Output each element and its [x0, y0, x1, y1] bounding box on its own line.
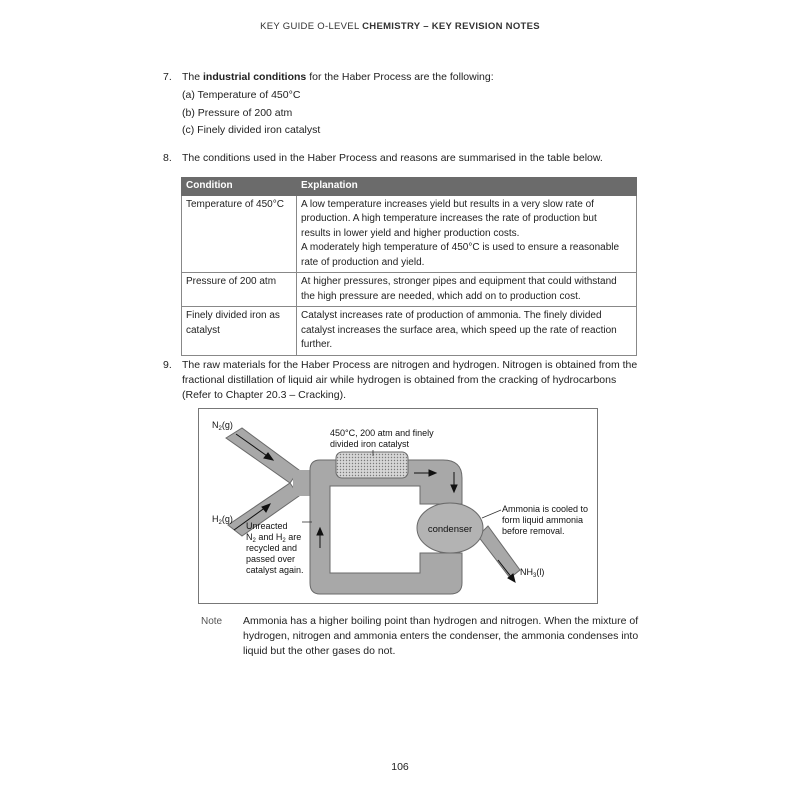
cell-line: further. [301, 339, 333, 350]
cell-line: catalyst [186, 324, 220, 336]
intro-bold-text: industrial conditions [203, 71, 307, 83]
conditions-table [181, 177, 637, 356]
cell-line: A low temperature increases yield but results in a very slow rate of [301, 198, 594, 210]
table-row [182, 195, 637, 273]
item-9-text [182, 358, 652, 403]
paragraph-line: fractional distillation of liquid air while hydrogen is obtained from the cracking of hydrocarbons [182, 374, 617, 386]
note-text [243, 614, 643, 659]
explanation-cell [297, 273, 637, 307]
table-row [182, 307, 637, 356]
note-line: hydrogen, nitrogen and ammonia enters the condenser, the ammonia condenses into [243, 630, 639, 642]
h2-label: $H_2(g)$ [212, 514, 233, 526]
item-number: 9. [163, 359, 172, 371]
intro-text-end: for the Haber Process are the following: [306, 71, 494, 83]
cell-line: Catalyst increases rate of production of ammonia. The finely divided [301, 310, 602, 321]
header-prefix: KEY GUIDE O-LEVEL [260, 21, 360, 32]
table-row [182, 273, 637, 307]
condition-cell [182, 307, 297, 356]
explanation-cell [297, 195, 637, 273]
paragraph-line: (Refer to Chapter 20.3 – Cracking). [182, 389, 346, 401]
page-number: 106 [391, 761, 409, 773]
intro-text: The [182, 71, 204, 83]
catalyst-conditions-label: 450°C, 200 atm and finely divided iron catalyst [330, 428, 434, 449]
item-8-text: The conditions used in the Haber Process and reasons are summarised in the table below. [182, 152, 603, 164]
item-7-intro [182, 69, 494, 86]
cell-line: Temperature of 450°C [186, 198, 284, 210]
cell-line: At higher pressures, stronger pipes and equipment that could withstand [301, 276, 617, 287]
nh3-label: $NH_3(l)$ [520, 567, 545, 579]
condition-a: (a) Temperature of 450°C [182, 89, 301, 101]
cell-line: production. A high temperature increases the rate of production but [301, 213, 597, 224]
condition-c: (c) Finely divided iron catalyst [182, 124, 321, 136]
condenser-label: condenser [427, 524, 473, 535]
running-header [0, 21, 800, 32]
explanation-cell [297, 307, 637, 356]
paragraph-line: The raw materials for the Haber Process are nitrogen and hydrogen. Nitrogen is obtained from the [182, 359, 638, 371]
cell-line: the high pressure are needed, which add on to production cost. [301, 290, 581, 302]
cooling-note-label: Ammonia is cooled to form liquid ammonia before removal. [502, 504, 589, 536]
condition-cell [182, 195, 297, 273]
table-header-row [182, 178, 637, 196]
item-number: 7. [163, 71, 172, 83]
cell-line: Finely divided iron as [186, 310, 280, 321]
condition-b: (b) Pressure of 200 atm [182, 107, 293, 119]
catalyst-chamber [336, 452, 408, 478]
header-title: CHEMISTRY – KEY REVISION NOTES [362, 21, 540, 32]
item-number: 8. [163, 152, 172, 164]
note-label: Note [201, 616, 223, 627]
cell-line: rate of production and yield. [301, 256, 425, 268]
cell-line: results in lower yield and higher production costs. [301, 227, 520, 239]
cell-line: Pressure of 200 atm [186, 276, 277, 287]
column-header-condition: Condition [182, 178, 297, 196]
recycle-note-label: Unreacted $N_2$ and $H_2$ are recycled and passed over catalyst again. [246, 521, 304, 575]
haber-process-diagram [198, 408, 598, 604]
n2-label: $N_2(g)$ [212, 420, 233, 432]
note-line: Ammonia has a higher boiling point than hydrogen and nitrogen. When the mixture of [243, 615, 639, 627]
condition-cell [182, 273, 297, 307]
column-header-explanation: Explanation [297, 178, 637, 196]
note-line: liquid but the other gases do not. [243, 645, 396, 657]
cell-line: catalyst increases the surface area, which speed up the rate of reaction [301, 324, 617, 336]
cell-line: A moderately high temperature of 450°C is used to ensure a reasonable [301, 242, 620, 253]
